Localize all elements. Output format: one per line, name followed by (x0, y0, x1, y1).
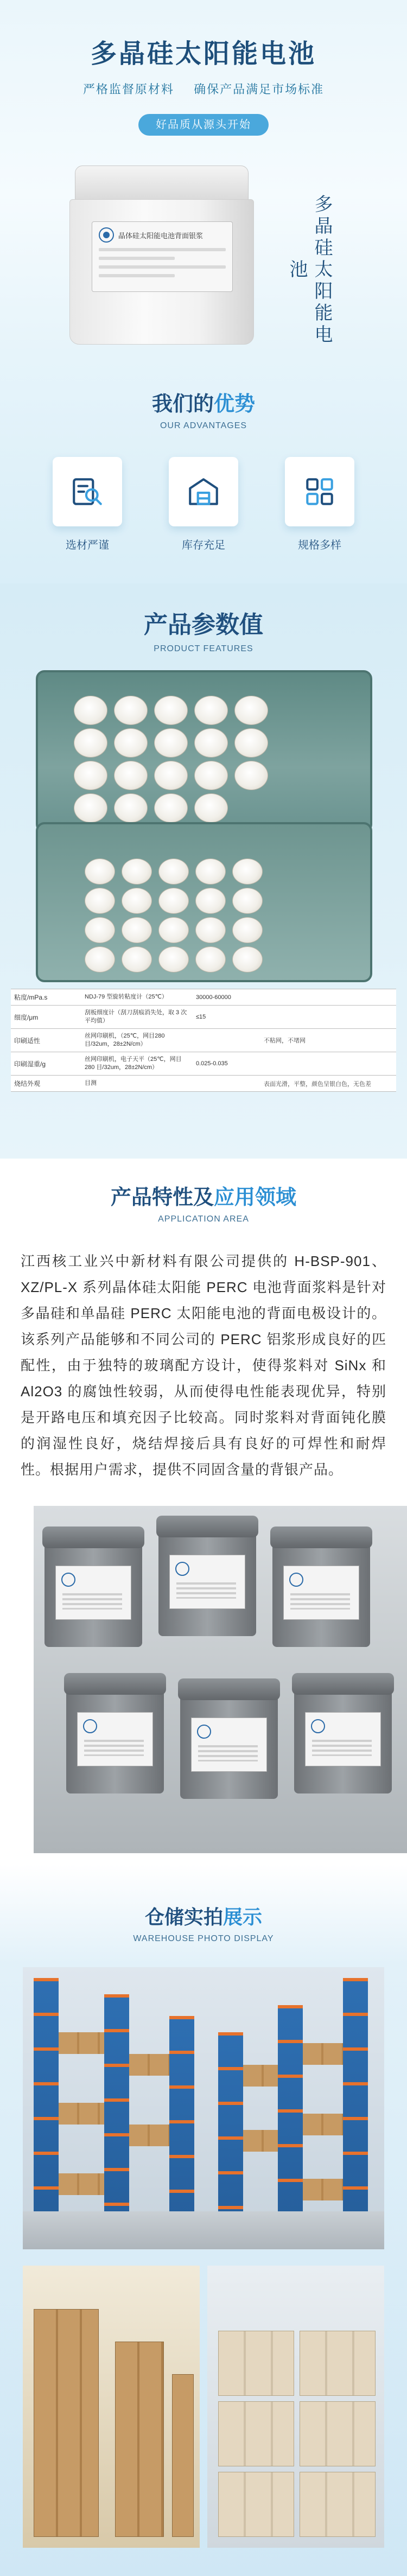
product-tubs-photo (36, 670, 372, 982)
tub-upper (36, 670, 372, 833)
product-jar-image (69, 166, 254, 345)
application-section (0, 1159, 407, 1864)
product-jars-photo (34, 1506, 407, 1853)
advantage-item (160, 457, 247, 552)
warehouse-subtitle: WAREHOUSE PHOTO DISPLAY (133, 1934, 274, 1943)
hero-subtitle (0, 80, 407, 97)
hero-sub-right: 确保产品满足市场标准 (194, 82, 325, 96)
warehouse-main-photo (23, 1967, 384, 2249)
warehouse-title: 仓储实拍展示 (144, 1906, 263, 1928)
hero-section (0, 0, 407, 355)
grid-apps-icon (302, 474, 338, 510)
company-logo-icon (99, 227, 114, 243)
table-row: 印刷适性 丝网印刷机，（25℃，网目280 目/32um，28±2N/cm） 不粘网，不堵网 (11, 1029, 396, 1052)
application-title: 产品特性及应用领域 (110, 1186, 297, 1209)
warehouse-section (0, 1864, 407, 2576)
params-title: 产品参数值 (144, 612, 263, 638)
advantages-subtitle: OUR ADVANTAGES (160, 421, 247, 430)
warehouse-photo-left (23, 2266, 200, 2548)
jar-body (69, 199, 254, 345)
jar-lid (75, 166, 249, 203)
advantage-label: 规格多样 (298, 539, 341, 551)
search-list-icon (69, 474, 105, 510)
quality-badge: 好品质从源头开始 (138, 114, 269, 136)
table-row: 细度/μm 刮板细度计（刮刀刮痕消失处，取 3 次平均值） ≤15 (11, 1006, 396, 1029)
warehouse-photo-right (207, 2266, 384, 2548)
hero-vertical-title: 多晶硅太阳能电池 (287, 194, 332, 346)
hero-sub-left: 严格监督原材料 (82, 82, 174, 96)
advantage-item (44, 457, 131, 552)
advantage-label: 库存充足 (182, 539, 225, 551)
params-subtitle: PRODUCT FEATURES (154, 644, 253, 653)
advantages-section (0, 355, 407, 583)
advantage-item (276, 457, 363, 552)
advantages-title: 我们的优势 (151, 393, 256, 416)
application-paragraph: 江西核工业兴中新材料有限公司提供的 H-BSP-901、XZ/PL-X 系列晶体硅太阳能 PERC 电池背面浆料是针对多晶硅和单晶硅 PERC 太阳能电池的背面电极设计的。该系列产品能够和不同公司的 PERC 铝浆形成良好的匹配性，由于独特的玻璃配方设计，使得浆料对 SiNx 和 Al2O3 的腐蚀性较弱，从而使得电性能表现优异，特别是开路电压和填充因子比较高。同时浆料对背面钝化膜的润湿性良好，烧结焊接后具有良好的可焊性和耐焊性。根据用户需求，提供不同固含量的背银产品。 (21, 1253, 386, 1478)
application-subtitle: APPLICATION AREA (158, 1214, 249, 1224)
advantages-list (0, 457, 407, 552)
advantage-label: 选材严谨 (66, 539, 109, 551)
jar-label (92, 221, 233, 292)
warehouse-icon (186, 474, 221, 510)
table-row: 烧结外观 目测 表面光滑，平整，颜色呈银白色，无色差 (11, 1076, 396, 1092)
tub-lower (36, 822, 372, 982)
hero-title: 多晶硅太阳能电池 (90, 40, 316, 68)
spec-table (11, 989, 396, 1092)
table-row: 印刷湿重/g 丝网印刷机，电子天平（25℃，网目280 目/32um，28±2N/cm） 0.025-0.035 (11, 1052, 396, 1076)
table-row: 粘度/mPa.s NDJ-79 型旋转粘度计（25℃） 30000-60000 (11, 989, 396, 1006)
product-params-section (0, 583, 407, 1159)
jar-label-text: 晶体硅太阳能电池背面银浆 (118, 231, 204, 240)
